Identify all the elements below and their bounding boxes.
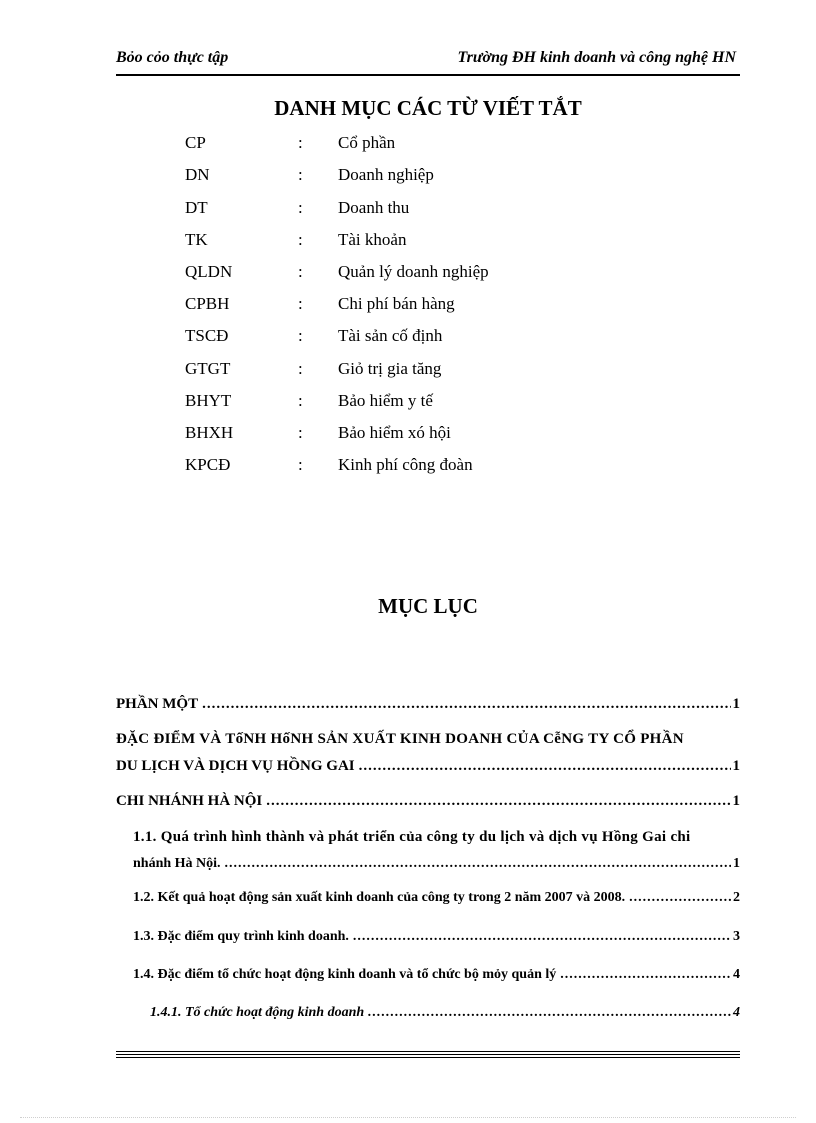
abbreviation-code: KPCĐ [185,455,231,474]
toc-leader-dots [202,696,730,713]
page-bottom-dotted-border [20,1117,796,1118]
toc-entry-text: PHẦN MỘT [116,696,199,712]
toc-leader-dots [368,1005,731,1021]
abbreviation-separator: : [298,133,303,152]
toc-page-number: 3 [733,929,740,944]
toc-leader-dots [266,793,730,810]
header-right-text: Trường ĐH kinh doanh và công nghệ HN [457,49,736,66]
abbreviation-code: TK [185,230,208,249]
abbreviation-separator: : [298,262,303,281]
abbreviation-meaning: Tài khoản [338,230,407,249]
abbreviation-meaning: Giỏ trị gia tăng [338,359,442,378]
toc-entry[interactable] [116,793,740,810]
toc-leader-dots [353,929,731,945]
toc-entry[interactable] [116,731,740,775]
abbreviation-meaning: Kinh phí công đoàn [338,455,473,474]
toc-entry[interactable] [133,829,740,872]
toc-leader-dots [225,856,731,872]
abbreviation-meaning: Chi phí bán hàng [338,294,455,313]
abbreviation-row [185,133,635,157]
abbreviation-code: GTGT [185,359,231,378]
abbreviation-row [185,391,635,415]
abbreviation-meaning: Tài sản cố định [338,326,443,345]
toc-page-number: 1 [732,696,740,712]
abbreviation-separator: : [298,391,303,410]
abbreviation-row [185,198,635,222]
abbreviation-separator: : [298,198,303,217]
toc-page-number: 1 [732,758,740,774]
toc-page-number: 2 [733,890,740,905]
toc-entry-text: 1.3. Đặc điểm quy trình kinh doanh. [133,929,349,944]
abbreviation-code: QLDN [185,262,233,281]
abbreviation-code: BHYT [185,391,232,410]
abbreviation-code: CP [185,133,206,152]
abbreviation-meaning: Doanh thu [338,198,410,217]
toc-entry-first-line: ĐẶC ĐIỂM VÀ TốNH HốNH SẢN XUẤT KINH DOANH CỦA CễNG TY CỔ PHẦN [116,731,684,747]
toc-entry[interactable] [150,1005,740,1021]
toc-entry[interactable] [116,696,740,713]
toc-entry-first-line: 1.1. Quá trình hình thành và phát triển của công ty du lịch và dịch vụ Hồng Gai chi [133,829,691,845]
abbreviation-row [185,294,635,318]
abbreviation-row [185,423,635,447]
toc-page-number: 1 [732,793,740,809]
toc-entry-text: 1.4.1. Tổ chức hoạt động kinh doanh [150,1005,365,1020]
toc-leader-dots [629,890,731,906]
abbreviation-separator: : [298,455,303,474]
abbreviations-title: DANH MỤC CÁC TỪ VIẾT TẮT [274,96,582,120]
footer-rule [116,1054,740,1055]
abbreviation-separator: : [298,326,303,345]
toc-title: MỤC LỤC [378,594,478,618]
abbreviation-meaning: Cổ phần [338,133,396,152]
abbreviation-code: CPBH [185,294,230,313]
toc-entry[interactable] [133,890,740,906]
abbreviation-separator: : [298,230,303,249]
abbreviation-separator: : [298,165,303,184]
toc-entry[interactable] [133,929,740,945]
abbreviation-meaning: Doanh nghiệp [338,165,434,184]
header-left-text: Bỏo cỏo thực tập [116,49,229,66]
footer-rule [116,1057,740,1058]
toc-entry-text: nhánh Hà Nội. [133,856,221,871]
toc-leader-dots [560,967,731,983]
toc-leader-dots [359,758,731,775]
toc-page-number: 4 [733,1005,740,1020]
abbreviation-separator: : [298,359,303,378]
toc-entry-text: 1.2. Kết quả hoạt động sản xuất kinh doanh của công ty trong 2 năm 2007 và 2008. [133,890,626,905]
footer-rule [116,1051,740,1052]
abbreviation-code: DT [185,198,208,217]
abbreviation-separator: : [298,294,303,313]
toc-entry-text: 1.4. Đặc điểm tổ chức hoạt động kinh doanh và tổ chức bộ mỏy quản lý [133,967,557,982]
abbreviation-code: DN [185,165,210,184]
abbreviation-row [185,230,635,254]
abbreviation-row [185,455,635,479]
abbreviation-meaning: Bảo hiểm y tế [338,391,433,410]
abbreviation-row [185,262,635,286]
toc-entry-text: DU LỊCH VÀ DỊCH VỤ HỒNG GAI [116,758,355,774]
toc-page-number: 1 [733,856,740,871]
toc-page-number: 4 [733,967,740,982]
abbreviation-separator: : [298,423,303,442]
toc-entry-text: CHI NHÁNH HÀ NỘI [116,793,263,809]
abbreviation-code: BHXH [185,423,234,442]
page-header [116,46,740,76]
abbreviation-meaning: Quản lý doanh nghiệp [338,262,489,281]
abbreviation-meaning: Bảo hiểm xó hội [338,423,451,442]
abbreviation-code: TSCĐ [185,326,229,345]
abbreviation-row [185,359,635,383]
abbreviation-row [185,326,635,350]
abbreviation-row [185,165,635,189]
toc-entry[interactable] [133,967,740,983]
